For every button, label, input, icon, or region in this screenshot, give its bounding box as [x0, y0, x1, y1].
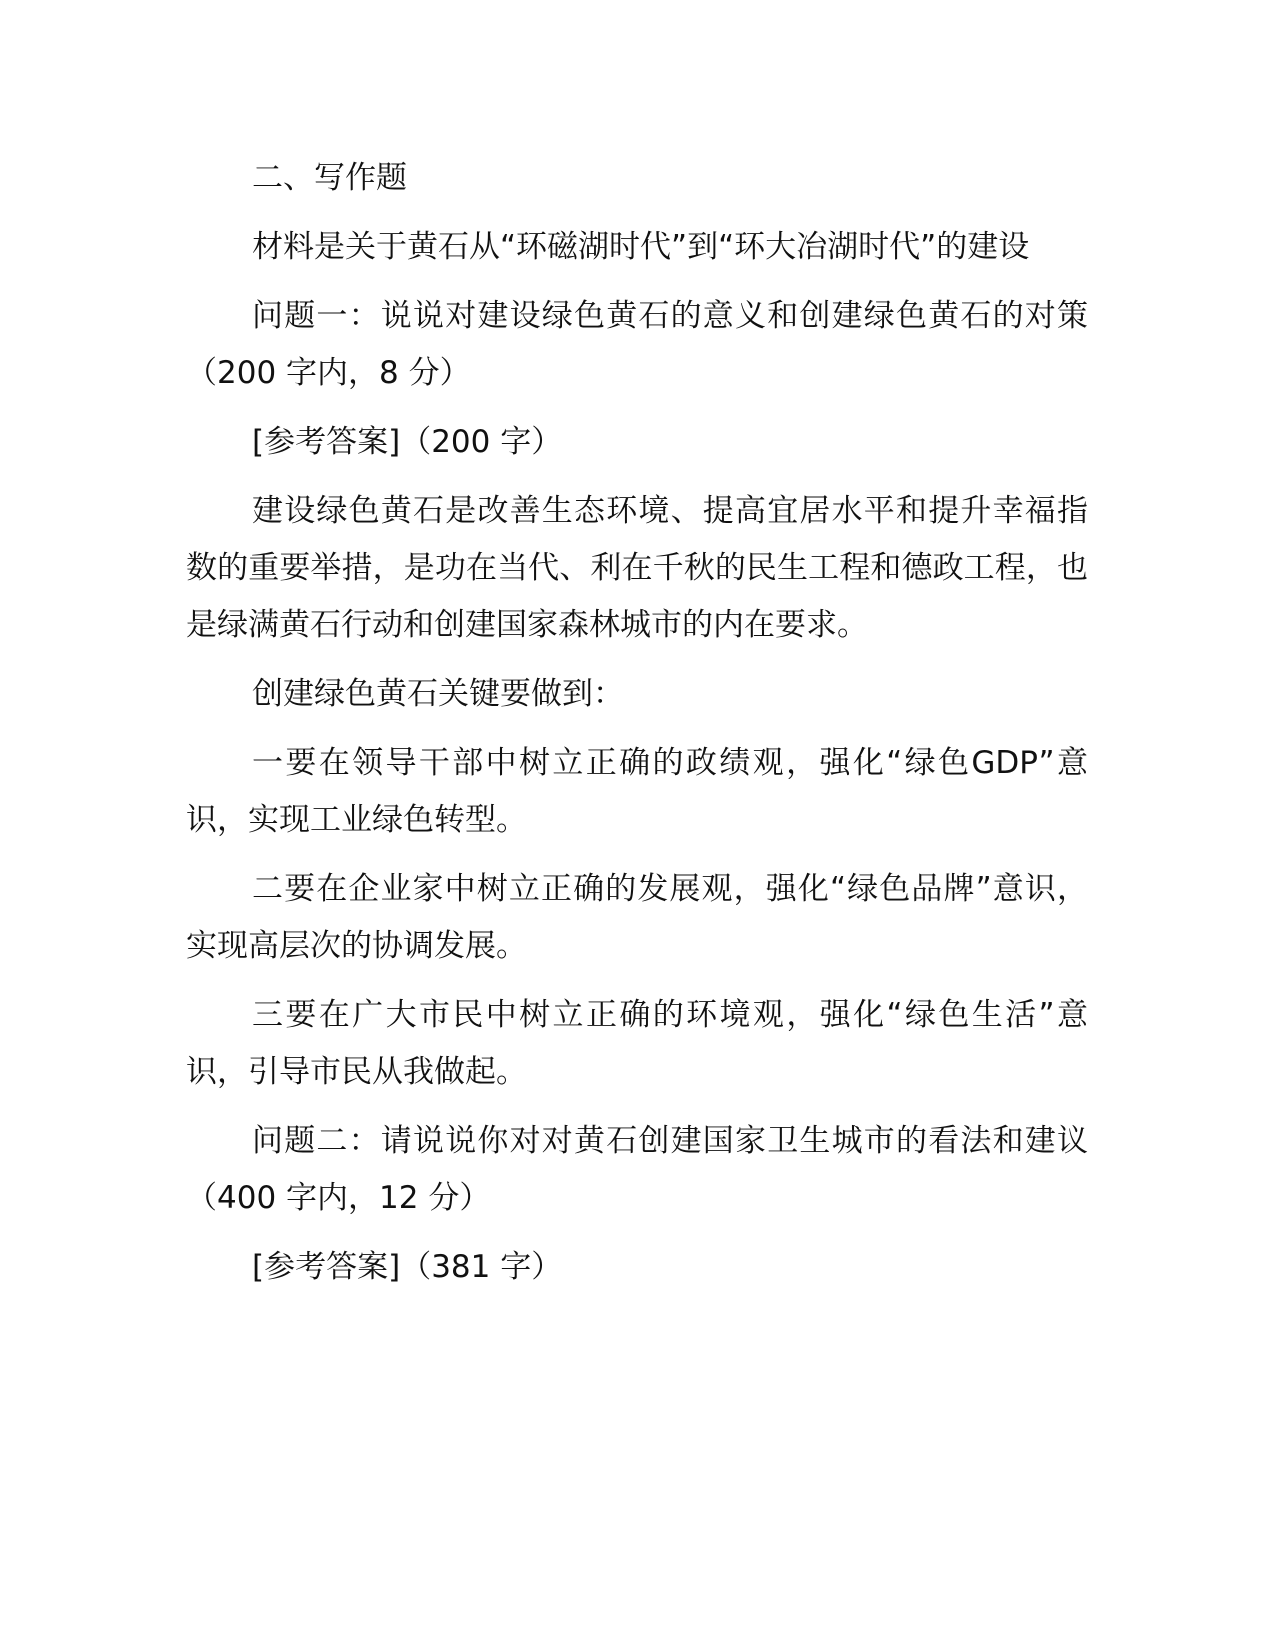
- question-two: 问题二：请说说你对对黄石创建国家卫生城市的看法和建议（400 字内，12 分）: [186, 1123, 1088, 1216]
- material-description: 材料是关于黄石从“环磁湖时代”到“环大冶湖时代”的建设: [252, 229, 1030, 265]
- answer-label-two: [参考答案]（381 字）: [252, 1249, 563, 1285]
- answer-point-two: 二要在企业家中树立正确的发展观，强化“绿色品牌”意识，实现高层次的协调发展。: [186, 871, 1088, 964]
- answer-label-one: [参考答案]（200 字）: [252, 424, 563, 460]
- section-heading: 二、写作题: [252, 160, 407, 196]
- document-body: [186, 150, 1088, 1296]
- answer-paragraph-key-points: 创建绿色黄石关键要做到：: [252, 676, 624, 712]
- answer-point-one: 一要在领导干部中树立正确的政绩观，强化“绿色GDP”意识，实现工业绿色转型。: [186, 745, 1088, 838]
- answer-paragraph-significance: 建设绿色黄石是改善生态环境、提高宜居水平和提升幸福指数的重要举措，是功在当代、利在千秋的民生工程和德政工程，也是绿满黄石行动和创建国家森林城市的内在要求。: [186, 493, 1088, 643]
- question-one: 问题一：说说对建设绿色黄石的意义和创建绿色黄石的对策（200 字内，8 分）: [186, 298, 1088, 391]
- answer-point-three: 三要在广大市民中树立正确的环境观，强化“绿色生活”意识，引导市民从我做起。: [186, 997, 1088, 1090]
